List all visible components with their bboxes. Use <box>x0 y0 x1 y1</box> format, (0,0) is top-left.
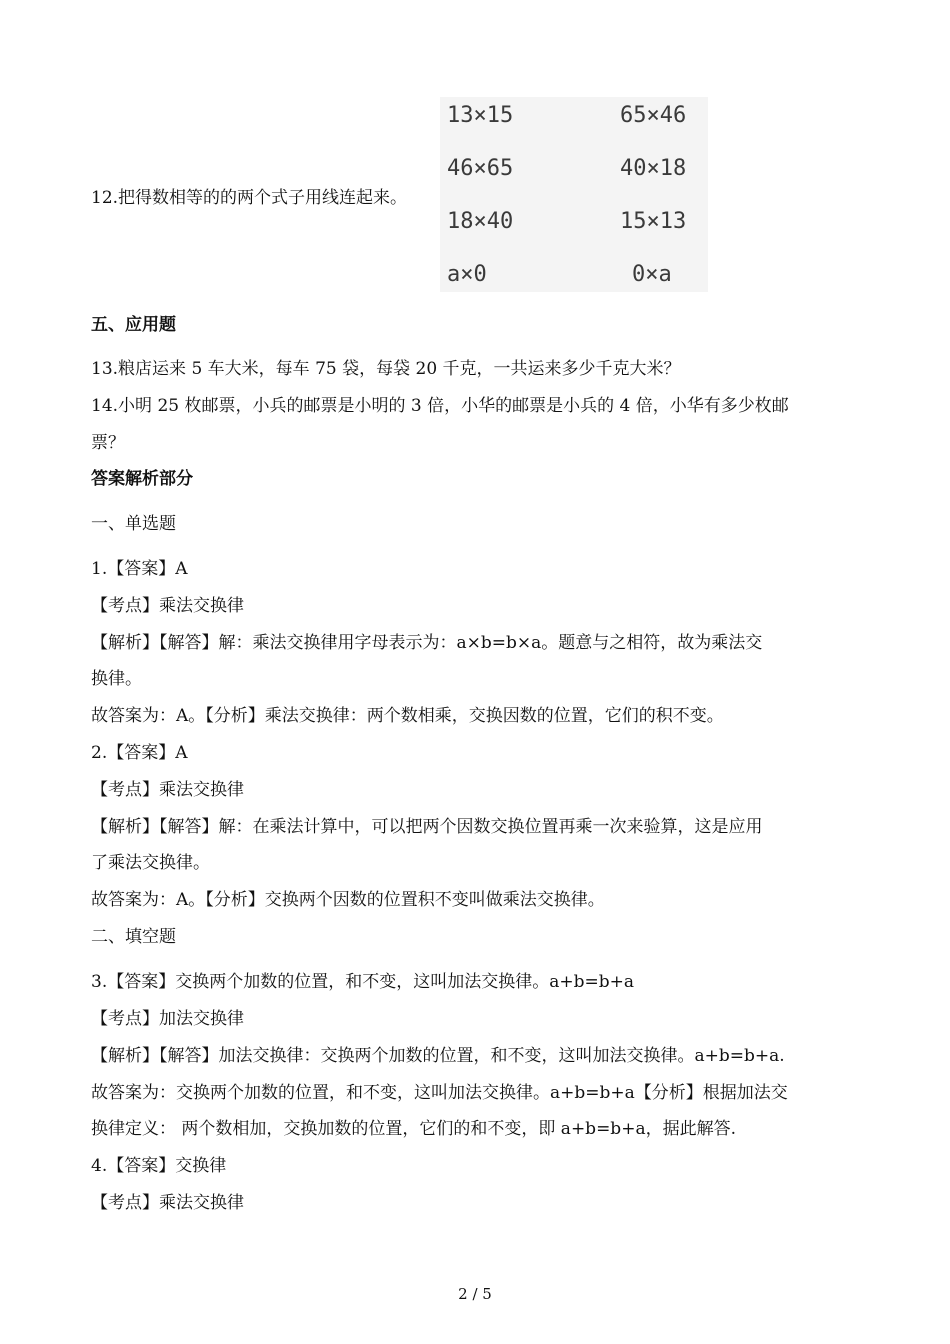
section-title-fill-in: 二、填空题 <box>91 927 176 947</box>
left-expression: 46×65 <box>447 156 514 181</box>
answer-3: 3.【答案】交换两个加数的位置，和不变，这叫加法交换律。a+b=b+a <box>91 972 634 992</box>
answer-3-analysis-line3: 换律定义： 两个数相加，交换加数的位置，它们的和不变，即 a+b=b+a，据此解答. <box>91 1119 736 1139</box>
right-expression: 0×a <box>632 262 672 287</box>
question-13: 13.粮店运来 5 车大米，每车 75 袋，每袋 20 千克，一共运来多少千克大米？ <box>91 359 681 379</box>
answer-section-title: 答案解析部分 <box>91 469 193 489</box>
left-expression: 13×15 <box>447 103 514 128</box>
section-title-application: 五、应用题 <box>91 315 176 335</box>
answer-4-point: 【考点】乘法交换律 <box>91 1193 244 1213</box>
expression-matching-figure <box>440 97 708 292</box>
answer-1-analysis-line1: 【解析】【解答】解：乘法交换律用字母表示为：a×b=b×a。题意与之相符，故为乘法交 <box>91 633 763 653</box>
answer-1: 1.【答案】A <box>91 559 188 579</box>
answer-3-analysis-line1: 【解析】【解答】加法交换律：交换两个加数的位置，和不变，这叫加法交换律。a+b=b+a. <box>91 1046 785 1066</box>
section-title-single-choice: 一、单选题 <box>91 514 176 534</box>
answer-3-point: 【考点】加法交换律 <box>91 1009 244 1029</box>
left-expression: a×0 <box>447 262 487 287</box>
answer-2-analysis-line2: 了乘法交换律。 <box>91 853 210 873</box>
right-expression: 65×46 <box>620 103 687 128</box>
question-14-line2: 票？ <box>91 433 125 453</box>
answer-1-point: 【考点】乘法交换律 <box>91 596 244 616</box>
answer-2-point: 【考点】乘法交换律 <box>91 780 244 800</box>
answer-1-conclusion: 故答案为：A。【分析】乘法交换律：两个数相乘，交换因数的位置，它们的积不变。 <box>91 706 724 726</box>
answer-3-analysis-line2: 故答案为：交换两个加数的位置，和不变，这叫加法交换律。a+b=b+a【分析】根据加法交 <box>91 1083 788 1103</box>
answer-4: 4.【答案】交换律 <box>91 1156 227 1176</box>
answer-2-conclusion: 故答案为：A。【分析】交换两个因数的位置积不变叫做乘法交换律。 <box>91 890 605 910</box>
right-expression: 15×13 <box>620 209 687 234</box>
page-number: 2 / 5 <box>458 1285 492 1303</box>
question-12-text: 12.把得数相等的的两个式子用线连起来。 <box>91 188 408 208</box>
right-expression: 40×18 <box>620 156 687 181</box>
answer-2: 2.【答案】A <box>91 743 188 763</box>
answer-1-analysis-line2: 换律。 <box>91 669 142 689</box>
answer-2-analysis-line1: 【解析】【解答】解：在乘法计算中，可以把两个因数交换位置再乘一次来验算，这是应用 <box>91 817 763 837</box>
question-14-line1: 14.小明 25 枚邮票，小兵的邮票是小明的 3 倍，小华的邮票是小兵的 4 倍，小华有多少枚邮 <box>91 396 789 416</box>
left-expression: 18×40 <box>447 209 514 234</box>
